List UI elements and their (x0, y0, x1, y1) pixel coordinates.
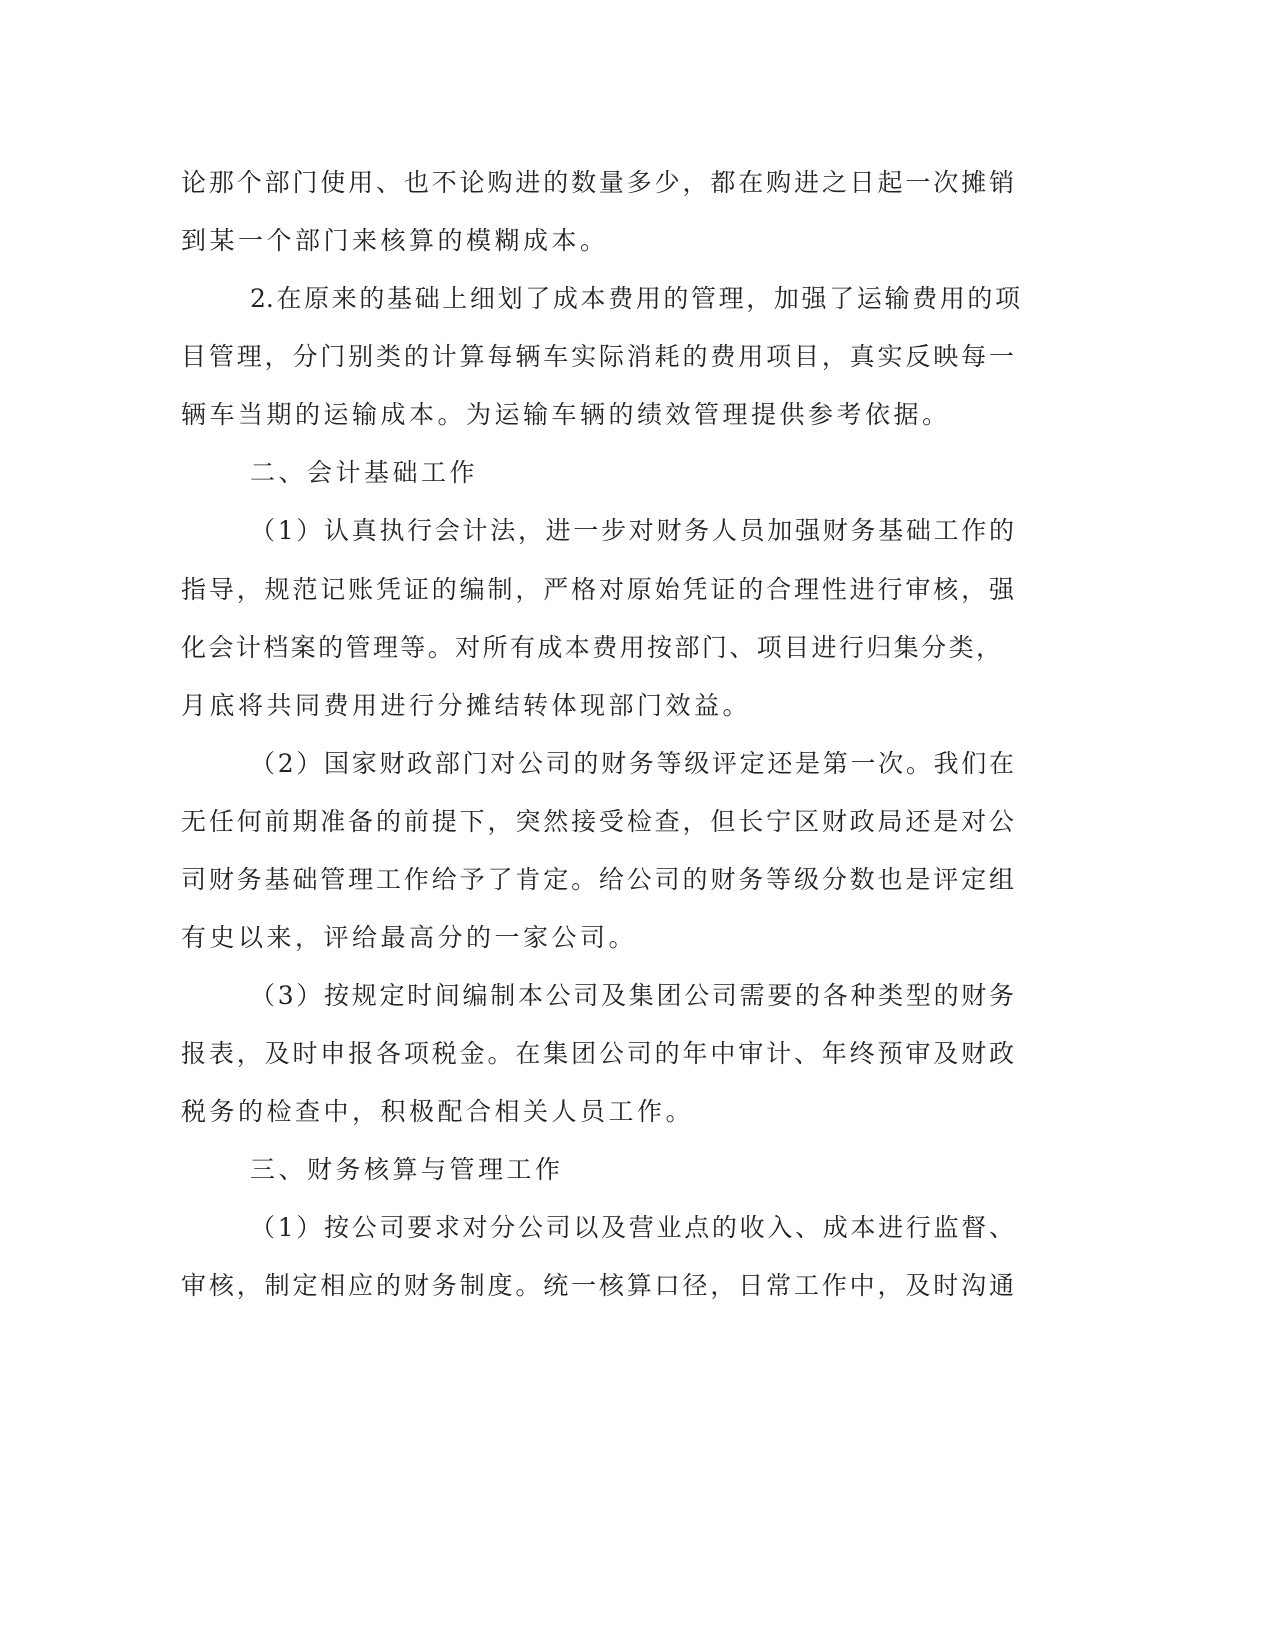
paragraph-line: （1）按公司要求对分公司以及营业点的收入、成本进行监督、 (250, 1213, 1014, 1242)
paragraph-line: 化会计档案的管理等。对所有成本费用按部门、项目进行归集分类， (181, 633, 1001, 662)
paragraph-line: 司财务基础管理工作给予了肯定。给公司的财务等级分数也是评定组 (181, 865, 1014, 894)
paragraph-line: （3）按规定时间编制本公司及集团公司需要的各种类型的财务 (250, 981, 1014, 1010)
section-heading: 三、财务核算与管理工作 (250, 1155, 564, 1184)
section-heading: 二、会计基础工作 (250, 458, 479, 487)
paragraph-line: （2）国家财政部门对公司的财务等级评定还是第一次。我们在 (250, 749, 1014, 778)
paragraph-line: 到某一个部门来核算的模糊成本。 (181, 226, 609, 255)
paragraph-line: 月底将共同费用进行分摊结转体现部门效益。 (181, 691, 752, 720)
paragraph-line: 辆车当期的运输成本。为运输车辆的绩效管理提供参考依据。 (181, 400, 951, 429)
paragraph-line: （1）认真执行会计法，进一步对财务人员加强财务基础工作的 (250, 516, 1014, 545)
paragraph-line: 2.在原来的基础上细划了成本费用的管理，加强了运输费用的项 (250, 284, 1020, 313)
paragraph-line: 论那个部门使用、也不论购进的数量多少，都在购进之日起一次摊销 (181, 168, 1014, 197)
paragraph-line: 指导，规范记账凭证的编制，严格对原始凭证的合理性进行审核，强 (181, 575, 1014, 604)
paragraph-line: 审核，制定相应的财务制度。统一核算口径，日常工作中，及时沟通 (181, 1271, 1014, 1300)
paragraph-line: 无任何前期准备的前提下，突然接受检查，但长宁区财政局还是对公 (181, 807, 1014, 836)
paragraph-line: 报表，及时申报各项税金。在集团公司的年中审计、年终预审及财政 (181, 1039, 1014, 1068)
paragraph-line: 有史以来，评给最高分的一家公司。 (181, 923, 638, 952)
paragraph-line: 目管理，分门别类的计算每辆车实际消耗的费用项目，真实反映每一 (181, 342, 1014, 371)
paragraph-line: 税务的检查中，积极配合相关人员工作。 (181, 1097, 695, 1126)
